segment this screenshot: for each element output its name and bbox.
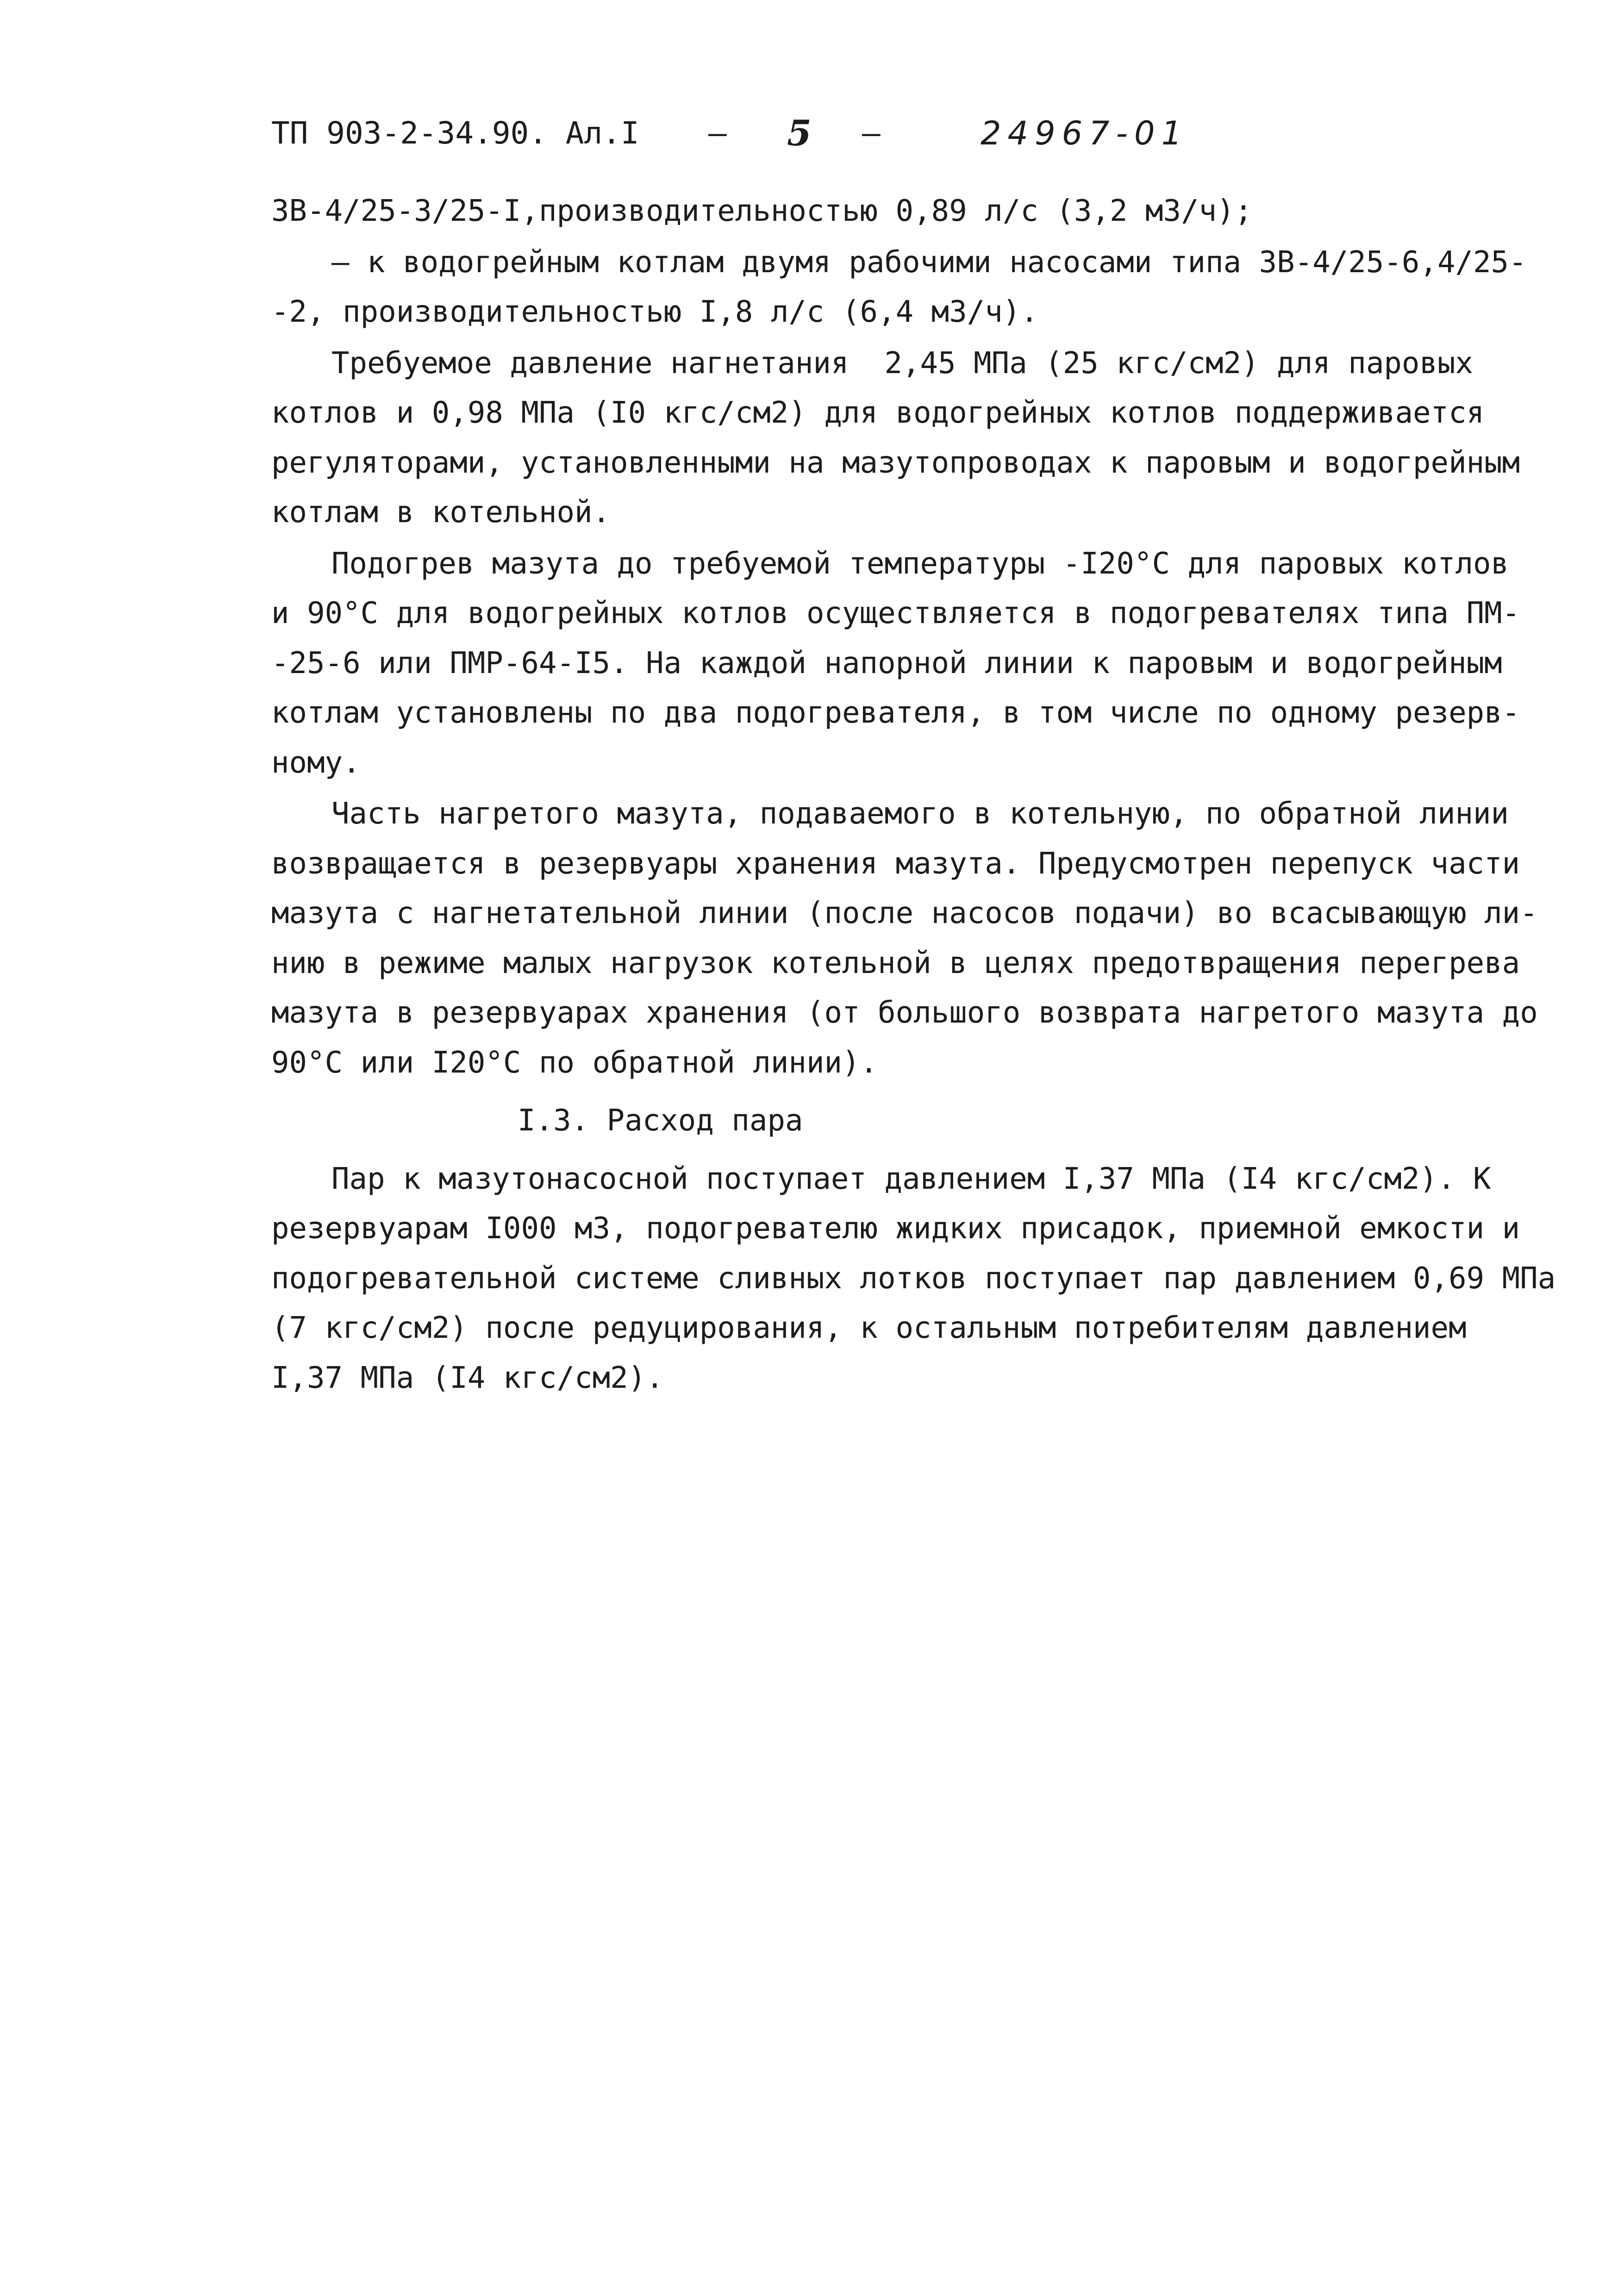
text-line: резервуарам I000 м3, подогревателю жидких присадок, приемной емкости и — [271, 1211, 1520, 1246]
text-line: котлам в котельной. — [271, 495, 611, 530]
page-header — [0, 106, 1624, 161]
page-number-dash-right: – — [862, 115, 881, 151]
text-line: 90°С или I20°С по обратной линии). — [271, 1045, 878, 1080]
text-line: I,37 МПа (I4 кгс/см2). — [271, 1360, 664, 1395]
text-line: Требуемое давление нагнетания 2,45 МПа (25 кгс/см2) для паровых — [331, 346, 1473, 381]
page-number: 5 — [787, 112, 812, 154]
text-line: -2, производительностью I,8 л/с (6,4 м3/ч). — [271, 295, 1038, 329]
text-line: и 90°С для водогрейных котлов осуществляется в подогревателях типа ПМ- — [271, 596, 1520, 630]
text-line: регуляторами, установленными на мазутопроводах к паровым и водогрейным — [271, 445, 1520, 480]
text-line: (7 кгс/см2) после редуцирования, к остальным потребителям давлением — [271, 1311, 1467, 1345]
text-line: ЗВ-4/25-3/25-I,производительностью 0,89 л/с (3,2 м3/ч); — [271, 194, 1253, 228]
drawing-number: 24967-01 — [981, 114, 1189, 152]
page-number-dash-left: – — [708, 115, 727, 151]
text-line: мазута в резервуарах хранения (от большого возврата нагретого мазута до — [271, 996, 1538, 1030]
document-code: ТП 903-2-34.90. Ал.I — [271, 115, 639, 151]
section-heading: I.3. Расход пара — [518, 1104, 803, 1138]
text-line: Пар к мазутонасосной поступает давлением I,37 МПа (I4 кгс/см2). К — [331, 1161, 1491, 1196]
text-line: котлам установлены по два подогревателя, в том числе по одному резерв- — [271, 696, 1520, 730]
text-line: возвращается в резервуары хранения мазута. Предусмотрен перепуск части — [271, 846, 1520, 881]
text-line: мазута с нагнетательной линии (после насосов подачи) во всасывающую ли- — [271, 896, 1538, 930]
text-line: котлов и 0,98 МПа (I0 кгс/см2) для водогрейных котлов поддерживается — [271, 396, 1485, 430]
text-line: подогревательной системе сливных лотков поступает пар давлением 0,69 МПа — [271, 1261, 1556, 1296]
text-line: – к водогрейным котлам двумя рабочими насосами типа ЗВ-4/25-6,4/25- — [331, 245, 1527, 280]
text-line: Подогрев мазута до требуемой температуры -I20°C для паровых котлов — [331, 546, 1509, 581]
page-body — [271, 187, 1556, 1403]
text-line: -25-6 или ПМР-64-I5. На каждой напорной линии к паровым и водогрейным — [271, 646, 1502, 680]
text-line: Часть нагретого мазута, подаваемого в котельную, по обратной линии — [331, 797, 1509, 831]
text-line: ному. — [271, 745, 361, 780]
text-line: нию в режиме малых нагрузок котельной в целях предотвращения перегрева — [271, 946, 1520, 980]
